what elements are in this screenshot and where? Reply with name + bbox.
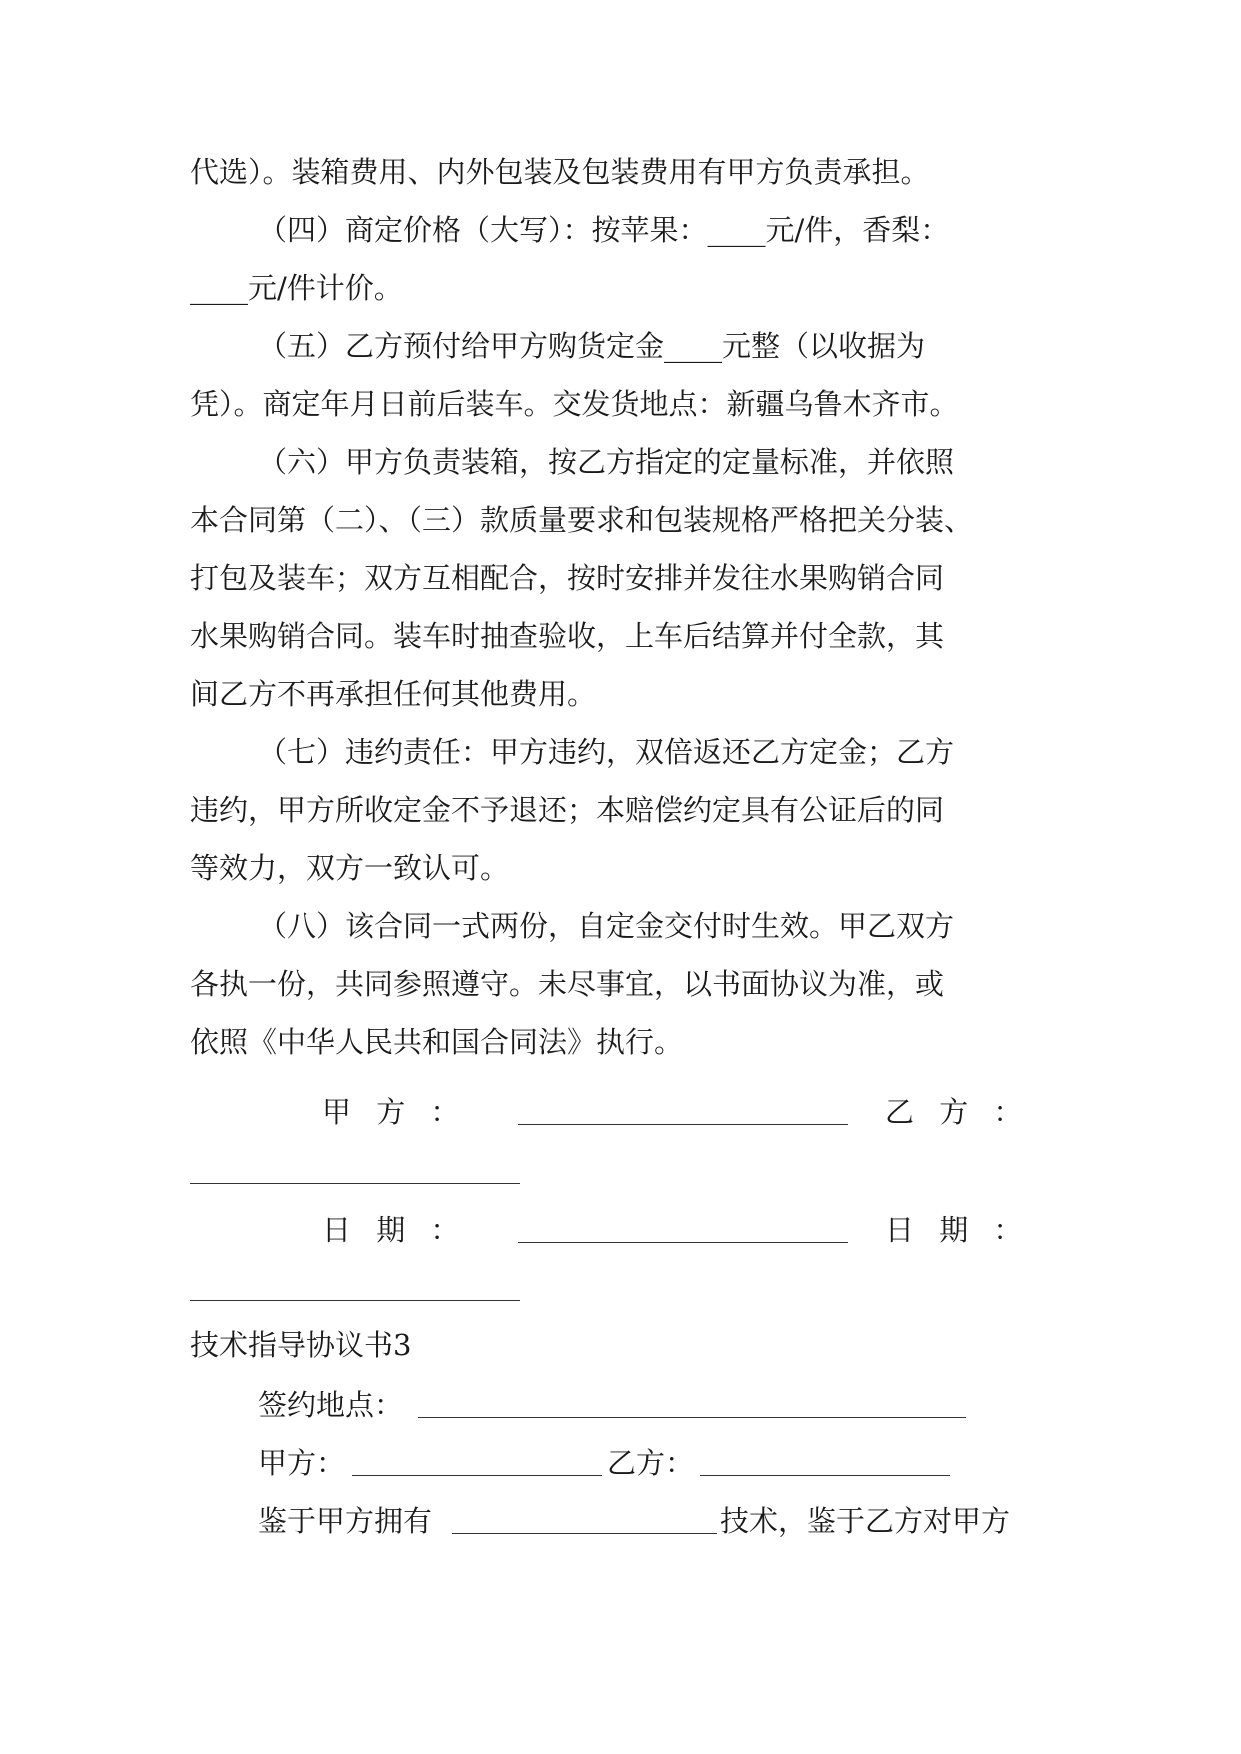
section3-party-a-blank: [352, 1475, 602, 1476]
paragraph-line: 违约，甲方所收定金不予退还；本赔偿约定具有公证后的同: [190, 793, 945, 827]
sign-place-label: 签约地点：: [258, 1388, 404, 1422]
section3-party-b-label: 乙方：: [607, 1446, 695, 1480]
technology-blank: [452, 1533, 717, 1534]
date-b-blank: [190, 1300, 520, 1301]
section-title: 技术指导协议书3: [190, 1328, 412, 1362]
paragraph-line: 间乙方不再承担任何其他费用。: [190, 677, 597, 711]
paragraph-line: （六）甲方负责装箱，按乙方指定的定量标准，并依照: [258, 445, 955, 479]
paragraph-line: （七）违约责任：甲方违约，双倍返还乙方定金；乙方: [258, 735, 955, 769]
sign-place-blank: [418, 1417, 966, 1418]
paragraph-line: 等效力，双方一致认可。: [190, 851, 510, 885]
paragraph-line: ____元/件计价。: [190, 271, 403, 305]
intro-suffix: 技术，鉴于乙方对甲方: [720, 1504, 1011, 1538]
paragraph-line: 打包及装车；双方互相配合，按时安排并发往水果购销合同: [190, 561, 945, 595]
paragraph-line: 代选）。装箱费用、内外包装及包装费用有甲方负责承担。: [190, 155, 930, 189]
date-a-label: 日 期 ：: [322, 1213, 468, 1247]
party-b-label: 乙 方 ：: [885, 1095, 1031, 1129]
paragraph-line: 各执一份，共同参照遵守。未尽事宜，以书面协议为准，或: [190, 967, 945, 1001]
paragraph-line: 依照《中华人民共和国合同法》执行。: [190, 1025, 684, 1059]
section3-party-b-blank: [700, 1475, 950, 1476]
date-a-blank: [518, 1242, 848, 1243]
paragraph-line: （八）该合同一式两份，自定金交付时生效。甲乙双方: [258, 909, 955, 943]
section3-party-a-label: 甲方：: [258, 1446, 346, 1480]
paragraph-line: （四）商定价格（大写）：按苹果：____元/件，香梨：: [258, 213, 950, 247]
paragraph-line: 凭）。商定年月日前后装车。交发货地点：新疆乌鲁木齐市。: [190, 387, 959, 421]
paragraph-line: 水果购销合同。装车时抽查验收，上车后结算并付全款，其: [190, 619, 945, 653]
paragraph-line: 本合同第（二）、（三）款质量要求和包装规格严格把关分装、: [190, 503, 974, 537]
party-b-blank: [190, 1183, 520, 1184]
intro-prefix: 鉴于甲方拥有: [258, 1504, 433, 1538]
paragraph-line: （五）乙方预付给甲方购货定金____元整（以收据为: [258, 329, 926, 363]
party-a-blank: [518, 1124, 848, 1125]
party-a-label: 甲 方 ：: [322, 1095, 468, 1129]
date-b-label: 日 期 ：: [885, 1213, 1031, 1247]
